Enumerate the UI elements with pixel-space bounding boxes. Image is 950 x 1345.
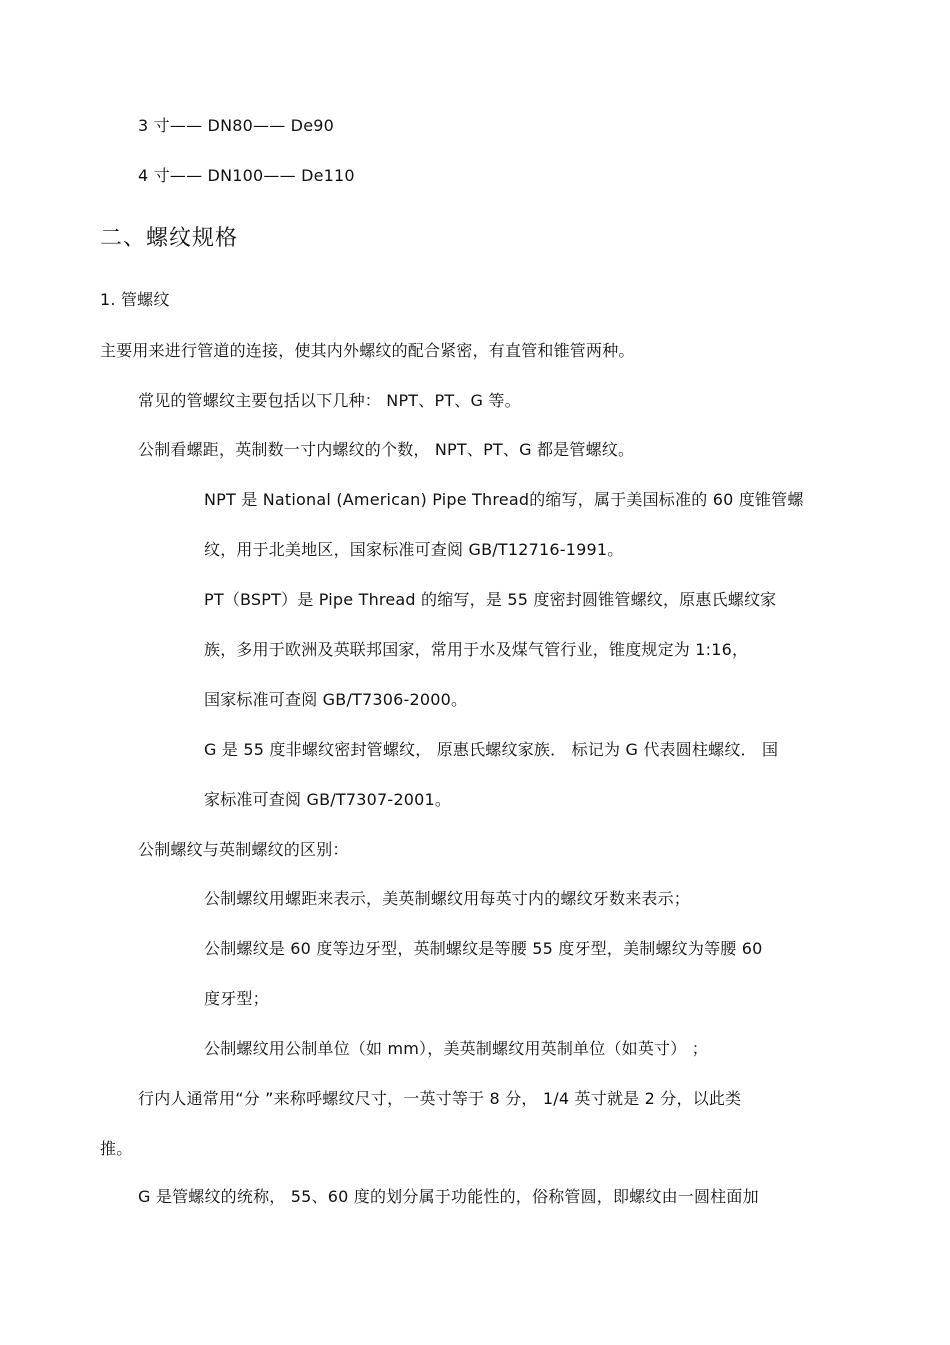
g-line-1: G 是 55 度非螺纹密封管螺纹， 原惠氏螺纹家族． 标记为 G 代表圆柱螺纹． 国	[204, 740, 779, 759]
size-item-4-inch: 4 寸—— DN100—— De110	[138, 166, 355, 185]
npt-line-2: 纹，用于北美地区，国家标准可查阅 GB/T12716-1991。	[204, 540, 624, 559]
section-heading: 二、螺纹规格	[100, 226, 239, 251]
size-item-3-inch: 3 寸—— DN80—— De90	[138, 116, 335, 135]
g-line-2: 家标准可查阅 GB/T7307-2001。	[204, 790, 452, 809]
difference-title: 公制螺纹与英制螺纹的区别：	[138, 840, 349, 859]
difference-item-2: 公制螺纹是 60 度等边牙型，英制螺纹是等腰 55 度牙型，美制螺纹为等腰 60	[204, 939, 763, 958]
g-general-paragraph: G 是管螺纹的统称， 55、60 度的划分属于功能性的，俗称管圆，即螺纹由一圆柱面加	[138, 1187, 759, 1206]
pt-line-3: 国家标准可查阅 GB/T7306-2000。	[204, 690, 468, 709]
pt-line-1: PT（BSPT）是 Pipe Thread 的缩写，是 55 度密封圆锥管螺纹，原惠氏螺纹家	[204, 590, 777, 609]
pt-line-2: 族，多用于欧洲及英联邦国家，常用于水及煤气管行业，锥度规定为 1:16，	[204, 640, 749, 659]
industry-line-2: 推。	[100, 1139, 133, 1158]
difference-item-3: 公制螺纹用公制单位（如 mm），美英制螺纹用英制单位（如英寸） ；	[204, 1039, 708, 1058]
difference-item-1: 公制螺纹用螺距来表示，美英制螺纹用每英寸内的螺纹牙数来表示；	[204, 889, 691, 908]
npt-line-1: NPT 是 National (American) Pipe Thread的缩写，属于美国标准的 60 度锥管螺	[204, 490, 804, 509]
intro-paragraph: 主要用来进行管道的连接，使其内外螺纹的配合紧密，有直管和锥管两种。	[100, 341, 635, 360]
common-types-paragraph: 常见的管螺纹主要包括以下几种： NPT、PT、G 等。	[138, 391, 521, 410]
metric-imperial-note: 公制看螺距，英制数一寸内螺纹的个数， NPT、PT、G 都是管螺纹。	[138, 440, 635, 459]
industry-line-1: 行内人通常用“分 ”来称呼螺纹尺寸，一英寸等于 8 分， 1/4 英寸就是 2 分，以此类	[138, 1089, 742, 1108]
subsection-heading: 1. 管螺纹	[100, 290, 170, 309]
difference-item-2-cont: 度牙型；	[204, 989, 269, 1008]
